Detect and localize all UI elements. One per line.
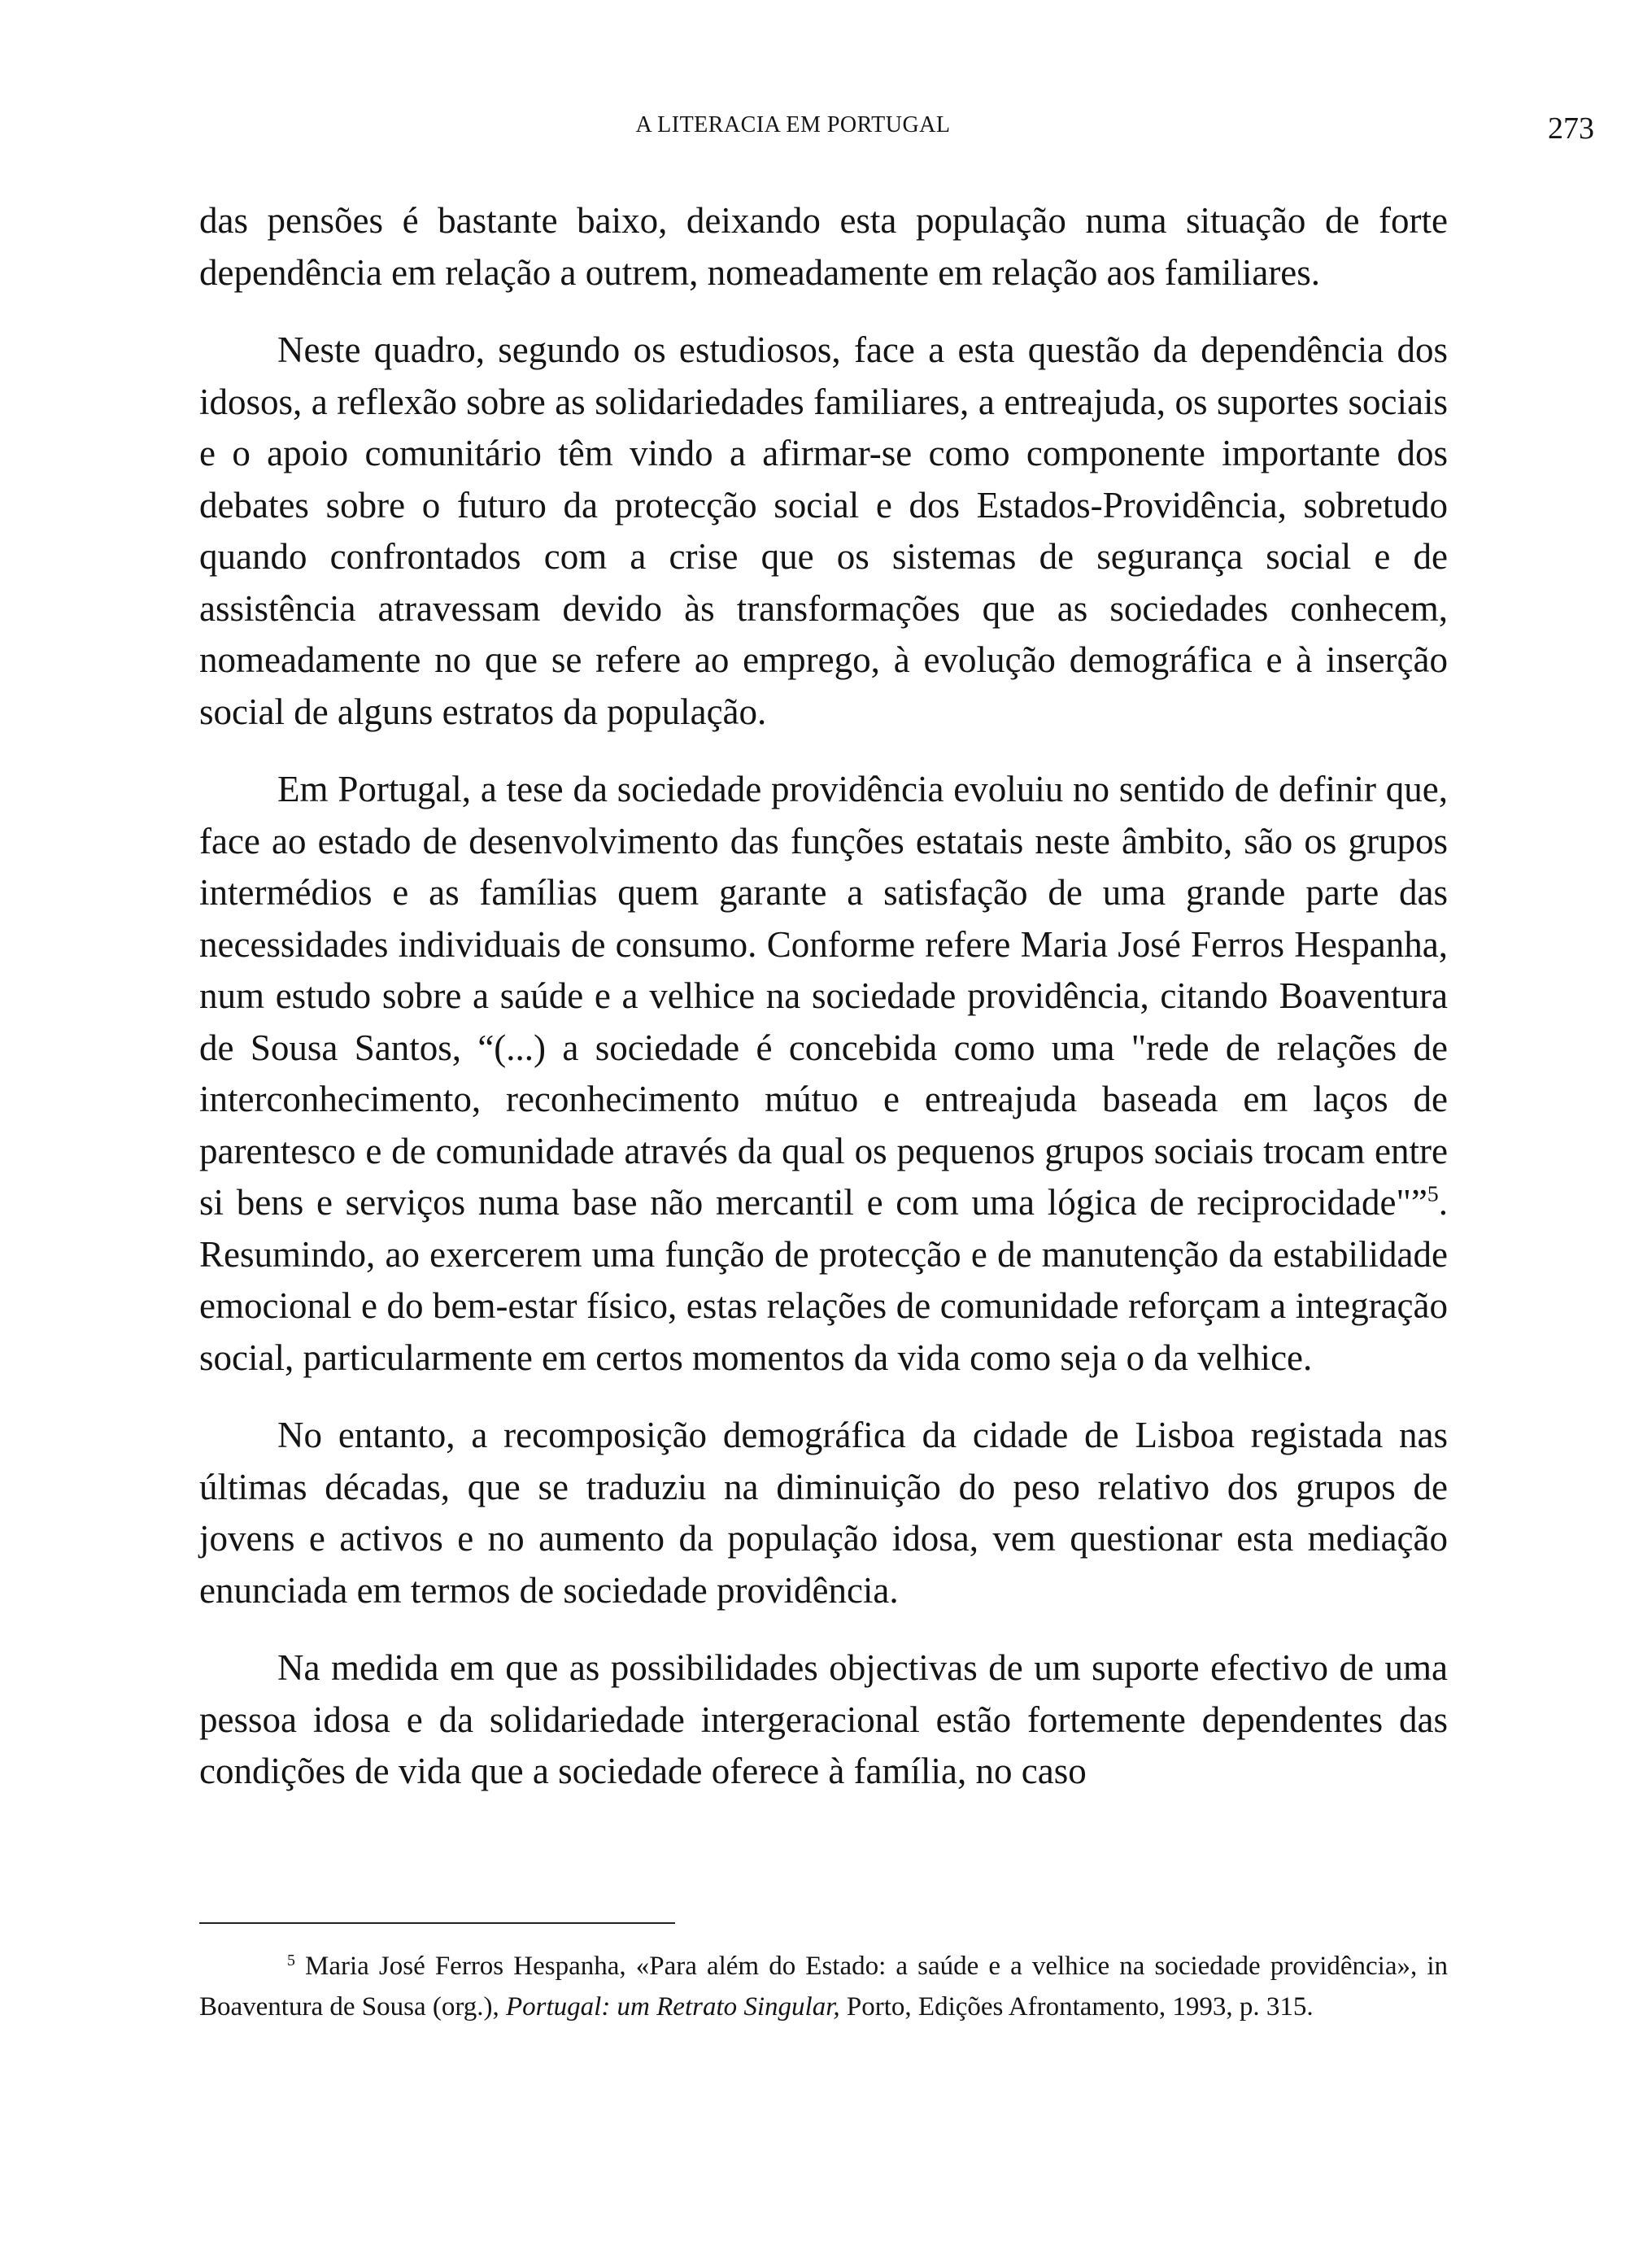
paragraph-3-text-continued: . Resumindo, ao exercerem uma função de protecção e de manutenção da estabilidade emocional e do bem-estar físico, estas relações de comunidade reforçam a integração social, particularmente em certos momentos da vida como seja o da velhice. — [199, 1182, 1448, 1378]
footnote-marker: 5 — [287, 1952, 295, 1970]
footnote-reference-5[interactable]: 5 — [1427, 1181, 1439, 1207]
paragraph-3 — [199, 764, 1448, 1384]
footnote-separator — [199, 1922, 675, 1924]
footnote-5 — [199, 1946, 1448, 2027]
body-text — [199, 195, 1448, 1798]
paragraph-3-text: Em Portugal, a tese da sociedade providência evoluiu no sentido de definir que, face ao estado de desenvolvimento das funções estatais neste âmbito, são os grupos intermédios e as famílias quem garante a satisfação de uma grande parte das necessidades individuais de consumo. Conforme refere Maria José Ferros Hespanha, num estudo sobre a saúde e a velhice na sociedade providência, citando Boaventura de Sousa Santos, “(...) a sociedade é concebida como uma "rede de relações de interconhecimento, reconhecimento mútuo e entreajuda baseada em laços de parentesco e de comunidade através da qual os pequenos grupos sociais trocam entre si bens e serviços numa base não mercantil e com uma lógica de reciprocidade"” — [199, 769, 1448, 1223]
footnote-text: Maria José Ferros Hespanha, «Para além do Estado: a saúde e a velhice na sociedade providência», in Boaventura de Sousa (org.), — [199, 1952, 1448, 2022]
paragraph-1: das pensões é bastante baixo, deixando esta população numa situação de forte dependência em relação a outrem, nomeadamente em relação aos familiares. — [199, 200, 1448, 293]
footnote-book-title: Portugal: um Retrato Singular, — [505, 1992, 840, 2022]
running-header: A LITERACIA EM PORTUGAL — [635, 112, 951, 137]
footnotes — [199, 1946, 1448, 2027]
page-number: 273 — [1548, 111, 1594, 146]
footnote-text-continued: Porto, Edições Afrontamento, 1993, p. 315. — [839, 1992, 1314, 2022]
paragraph-4: No entanto, a recomposição demográfica da cidade de Lisboa registada nas últimas décadas, que se traduziu na diminuição do peso relativo dos grupos de jovens e activos e no aumento da população idosa, vem questionar esta mediação enunciada em termos de sociedade providência. — [199, 1415, 1448, 1611]
paragraph-5: Na medida em que as possibilidades objectivas de um suporte efectivo de uma pessoa idosa e da solidariedade intergeracional estão fortemente dependentes das condições de vida que a sociedade oferece à família, no caso — [199, 1647, 1448, 1791]
paragraph-2: Neste quadro, segundo os estudiosos, face a esta questão da dependência dos idosos, a reflexão sobre as solidariedades familiares, a entreajuda, os suportes sociais e o apoio comunitário têm vindo a afirmar-se como componente importante dos debates sobre o futuro da protecção social e dos Estados-Providência, sobretudo quando confrontados com a crise que os sistemas de segurança social e de assistência atravessam devido às transformações que as sociedades conhecem, nomeadamente no que se refere ao emprego, à evolução demográfica e à inserção social de alguns estratos da população. — [199, 329, 1448, 732]
